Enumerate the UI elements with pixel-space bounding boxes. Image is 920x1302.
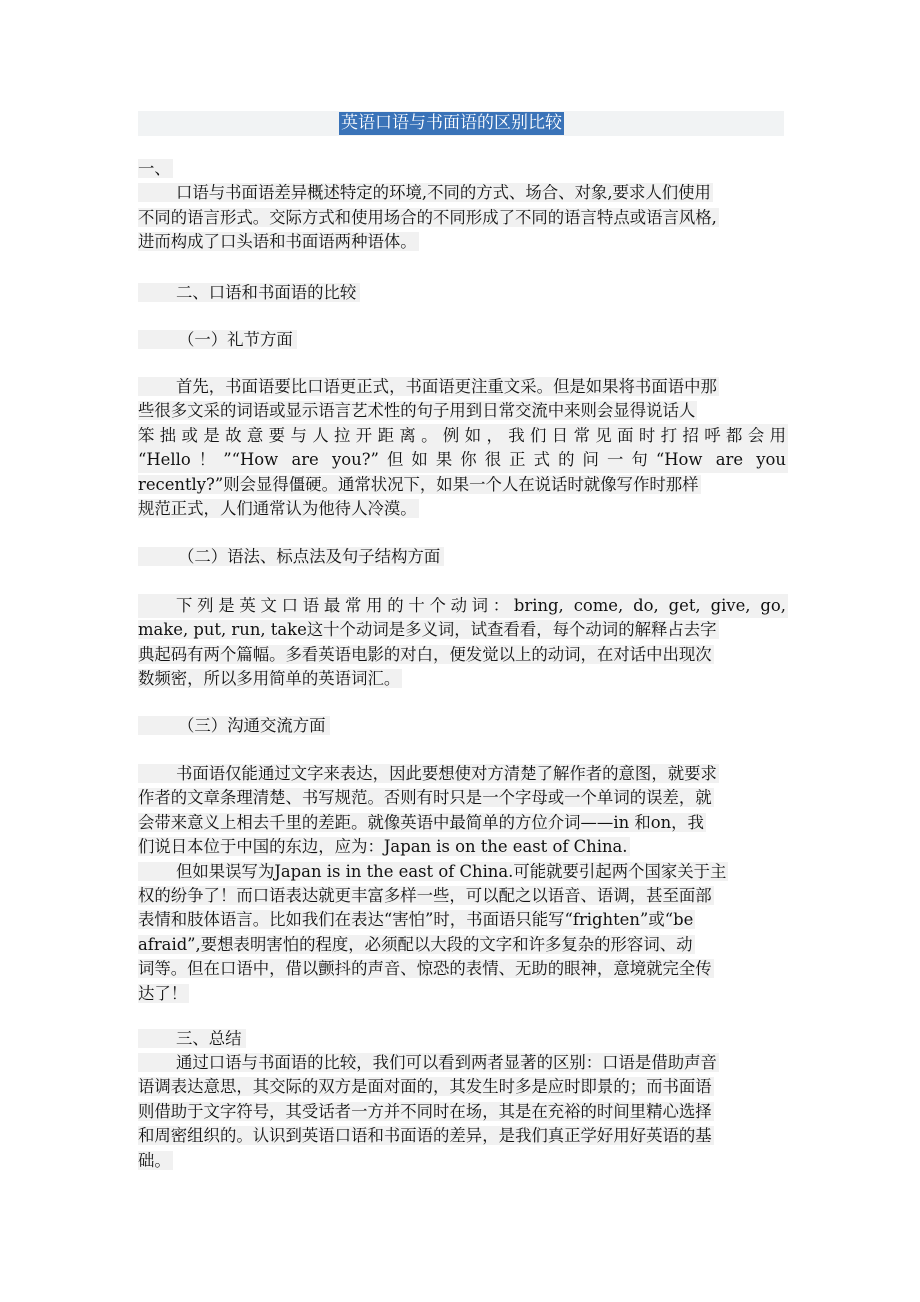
subsection-3-heading: （三）沟通交流方面 [138,714,330,738]
document-title: 英语口语与书面语的区别比较 [341,113,562,133]
section-2-heading: 二、口语和书面语的比较 [138,281,360,305]
text-line: 表情和肢体语言。比如我们在表达“害怕”时，书面语只能写“frighten”或“be [138,910,694,930]
section-1 [138,157,788,255]
text-line: 础。 [138,1150,171,1170]
section-1-number-line [138,157,788,181]
text-line: 但如果误写为Japan is in the east of China.可能就要引起两个国家关于主 [138,860,788,884]
section-3-body [138,1051,788,1173]
subsection-2-body [138,594,788,692]
text-line: “Hello！”“How are you?”但如果你很正式的问一句“How are you [138,448,788,472]
text-line: 作者的文章条理清楚、书写规范。否则有时只是一个字母或一个单词的误差，就 [138,788,712,808]
text-line: afraid”,要想表明害怕的程度，必须配以大段的文字和许多复杂的形容词、动 [138,934,693,954]
text-line: make, put, run, take这十个动词是多义词，试查看看，每个动词的解释占去字 [138,620,717,640]
text-line: 典起码有两个篇幅。多看英语电影的对白，便发觉以上的动词，在对话中出现次 [138,644,712,664]
text-line: 词等。但在口语中，借以颤抖的声音、惊恐的表情、无助的眼神，意境就完全传 [138,959,712,979]
text-line: 通过口语与书面语的比较，我们可以看到两者显著的区别：口语是借助声音 [138,1051,788,1075]
text-line: 书面语仅能通过文字来表达，因此要想使对方清楚了解作者的意图，就要求 [138,762,788,786]
text-line: 权的纷争了！而口语表达就更丰富多样一些，可以配之以语音、语调，甚至面部 [138,885,712,905]
text-line: 笨拙或是故意要与人拉开距离。例如，我们日常见面时打招呼都会用 [138,424,788,448]
section-3-heading: 三、总结 [138,1027,246,1051]
text-line: 首先，书面语要比口语更正式，书面语更注重文采。但是如果将书面语中那 [138,375,788,399]
text-line: 下列是英文口语最常用的十个动词：bring, come, do, get, give, go, [138,594,788,618]
text-line: 些很多文采的词语或显示语言艺术性的句子用到日常交流中来则会显得说话人 [138,401,696,421]
text-line: 进而构成了口头语和书面语两种语体。 [138,232,417,252]
text-line: 数频密，所以多用简单的英语词汇。 [138,669,401,689]
text-line: recently?”则会显得僵硬。通常状况下，如果一个人在说话时就像写作时那样 [138,474,699,494]
subsection-3-body [138,762,788,1006]
text-line: 们说日本位于中国的东边，应为：Japan is on the east of China. [138,837,628,857]
text-line: 口语与书面语差异概述特定的环境,不同的方式、场合、对象,要求人们使用 [138,181,788,205]
text-line: 和周密组织的。认识到英语口语和书面语的差异，是我们真正学好用好英语的基 [138,1126,712,1146]
text-line: 会带来意义上相去千里的差距。就像英语中最简单的方位介词——in 和on，我 [138,812,704,832]
text-line: 则借助于文字符号，其受话者一方并不同时在场，其是在充裕的时间里精心选择 [138,1101,712,1121]
subsection-1-heading: （一）礼节方面 [138,328,297,352]
text-line: 达了！ [138,983,188,1003]
text-line: 规范正式，人们通常认为他待人冷漠。 [138,498,417,518]
subsection-2-heading: （二）语法、标点法及句子结构方面 [138,545,444,569]
text-line: 语调表达意思，其交际的双方是面对面的，其发生时多是应时即景的；而书面语 [138,1077,712,1097]
subsection-1-body [138,375,788,521]
text-line: 不同的语言形式。交际方式和使用场合的不同形成了不同的语言特点或语言风格, [138,207,717,227]
section-1-number: 一、 [138,159,171,178]
